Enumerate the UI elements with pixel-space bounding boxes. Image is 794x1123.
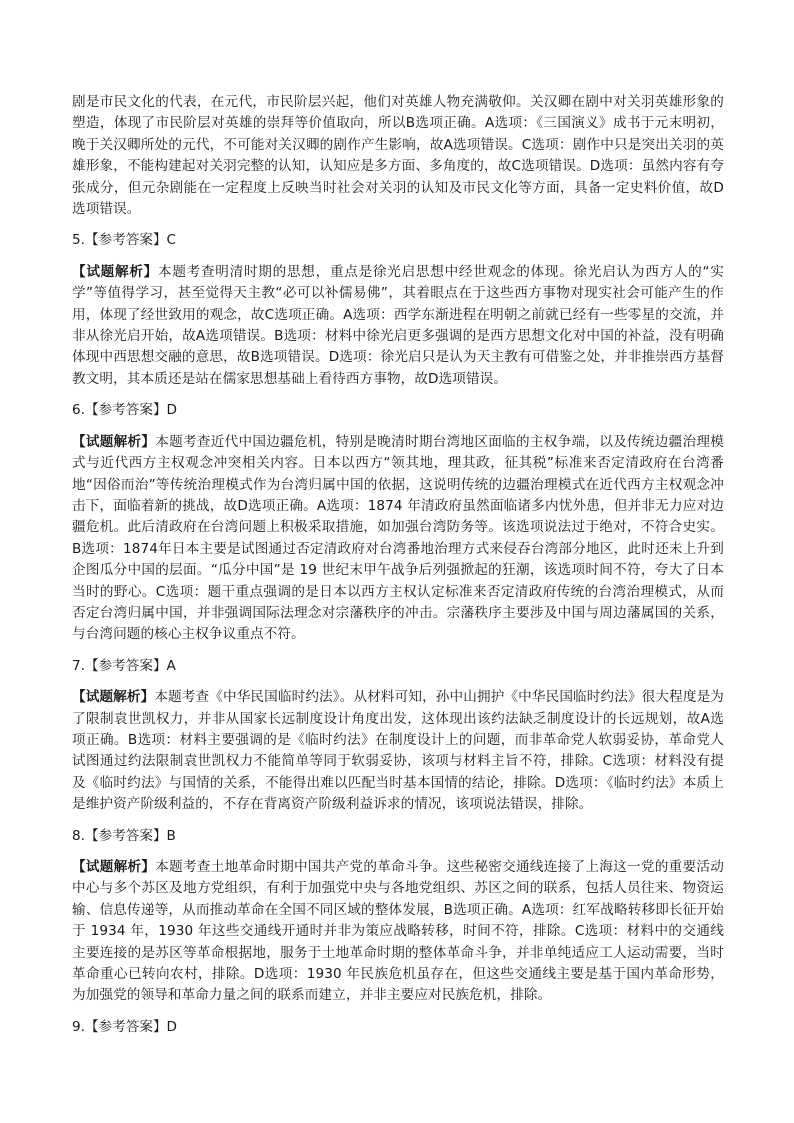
analysis-label: 【试题解析】 <box>72 433 156 450</box>
answer-8: 8.【参考答案】B <box>72 827 176 844</box>
answer-7: 7.【参考答案】A <box>72 657 176 674</box>
analysis-text: 本题考查近代中国边疆危机，特别是晚清时期台湾地区面临的主权争端，以及传统边疆治理模式与近代西方主权观念冲突相关内容。日本以西方“领其地，理其政，征其税”标准来否定清政府在台湾番地“因俗而治”等传统治理模式作为台湾归属中国的依据，这说明传统的边疆治理模式在近代西方主权观念冲击下，面临着新的挑战，故D选项正确。A选项：1874 年清政府虽然面临诸多内忧外患，但并非无力应对边疆危机。此后清政府在台湾问题上积极采取措施，如加强台湾防务等。该选项说法过于绝对，不符合史实。B选项：1874年日本主要是试图通过否定清政府对台湾番地治理方式来侵吞台湾部分地区，此时还未上升到企图瓜分中国的层面。“瓜分中国”是 19 世纪末甲午战争后列强掀起的狂潮，该选项时间不符，夸大了日本当时的野心。C选项：题干重点强调的是日本以西方主权认定标准来否定清政府传统的台湾治理模式，从而否定台湾归属中国，并非强调国际法理念对宗藩秩序的冲击。宗藩秩序主要涉及中国与周边藩属国的关系，与台湾问题的核心主权争议重点不符。 <box>72 433 724 643</box>
analysis-paragraph-5 <box>72 262 724 390</box>
document-page <box>72 92 724 1048</box>
analysis-label: 【试题解析】 <box>72 689 155 706</box>
analysis-text: 本题考查《中华民国临时约法》。从材料可知，孙中山拥护《中华民国临时约法》很大程度是为了限制袁世凯权力，并非从国家长远制度设计角度出发，这体现出该约法缺乏制度设计的长远规划，故A选项正确。B选项：材料主要强调的是《临时约法》在制度设计上的问题，而非革命党人软弱妥协，革命党人试图通过约法限制袁世凯权力不能简单等同于软弱妥协，该项与材料主旨不符，排除。C选项：材料没有提及《临时约法》与国情的关系，不能得出难以匹配当时基本国情的结论，排除。D选项：《临时约法》本质上是维护资产阶级利益的，不存在背离资产阶级利益诉求的情况，该项说法错误，排除。 <box>72 689 724 813</box>
analysis-paragraph-4-continued: 剧是市民文化的代表，在元代，市民阶层兴起，他们对英雄人物充满敬仰。关汉卿在剧中对关羽英雄形象的塑造，体现了市民阶层对英雄的崇拜等价值取向，所以B选项正确。A选项：《三国演义》成书于元末明初，晚于关汉卿所处的元代，不可能对关汉卿的剧作产生影响，故A选项错误。C选项：剧作中只是突出关羽的英雄形象，不能构建起对关羽完整的认知，认知应是多方面、多角度的，故C选项错误。D选项：虽然内容有夸张成分，但元杂剧能在一定程度上反映当时社会对关羽的认知及市民文化等方面，具备一定史料价值，故D选项错误。 <box>72 94 724 218</box>
analysis-text: 本题考查土地革命时期中国共产党的革命斗争。这些秘密交通线连接了上海这一党的重要活动中心与多个苏区及地方党组织，有利于加强党中央与各地党组织、苏区之间的联系，包括人员往来、物资运输、信息传递等，从而推动革命在全国不同区域的整体发展，B选项正确。A选项：红军战略转移即长征开始于 1934 年，1930 年这些交通线开通时并非为策应战略转移，时间不符，排除。C选项：材料中的交通线主要连接的是苏区等革命根据地，服务于土地革命时期的整体革命斗争，并非单纯适应工人运动需要，当时革命重心已转向农村，排除。D选项：1930 年民族危机虽存在，但这些交通线主要是基于国内革命形势，为加强党的领导和革命力量之间的联系而建立，并非主要应对民族危机，排除。 <box>72 859 724 1004</box>
answer-9: 9.【参考答案】D <box>72 1018 177 1035</box>
analysis-label: 【试题解析】 <box>72 859 156 875</box>
analysis-paragraph-6 <box>72 432 724 646</box>
analysis-label: 【试题解析】 <box>72 263 158 280</box>
analysis-paragraph-8 <box>72 857 724 1007</box>
answer-5: 5.【参考答案】C <box>72 232 177 249</box>
answer-6: 6.【参考答案】D <box>72 402 177 419</box>
analysis-text: 本题考查明清时期的思想，重点是徐光启思想中经世观念的体现。徐光启认为西方人的“实学”等值得学习，甚至觉得天主教“必可以补儒易佛”，其着眼点在于这些西方事物对现实社会可能产生的作用，体现了经世致用的观念，故C选项正确。A选项：西学东渐进程在明朝之前就已经有一些零星的交流，并非从徐光启开始，故A选项错误。B选项：材料中徐光启更多强调的是西方思想文化对中国的补益，没有明确体现中西思想交融的意思，故B选项错误。D选项：徐光启只是认为天主教有可借鉴之处，并非推崇西方基督教文明，其本质还是站在儒家思想基础上看待西方事物，故D选项错误。 <box>72 263 724 387</box>
analysis-paragraph-7 <box>72 687 724 815</box>
